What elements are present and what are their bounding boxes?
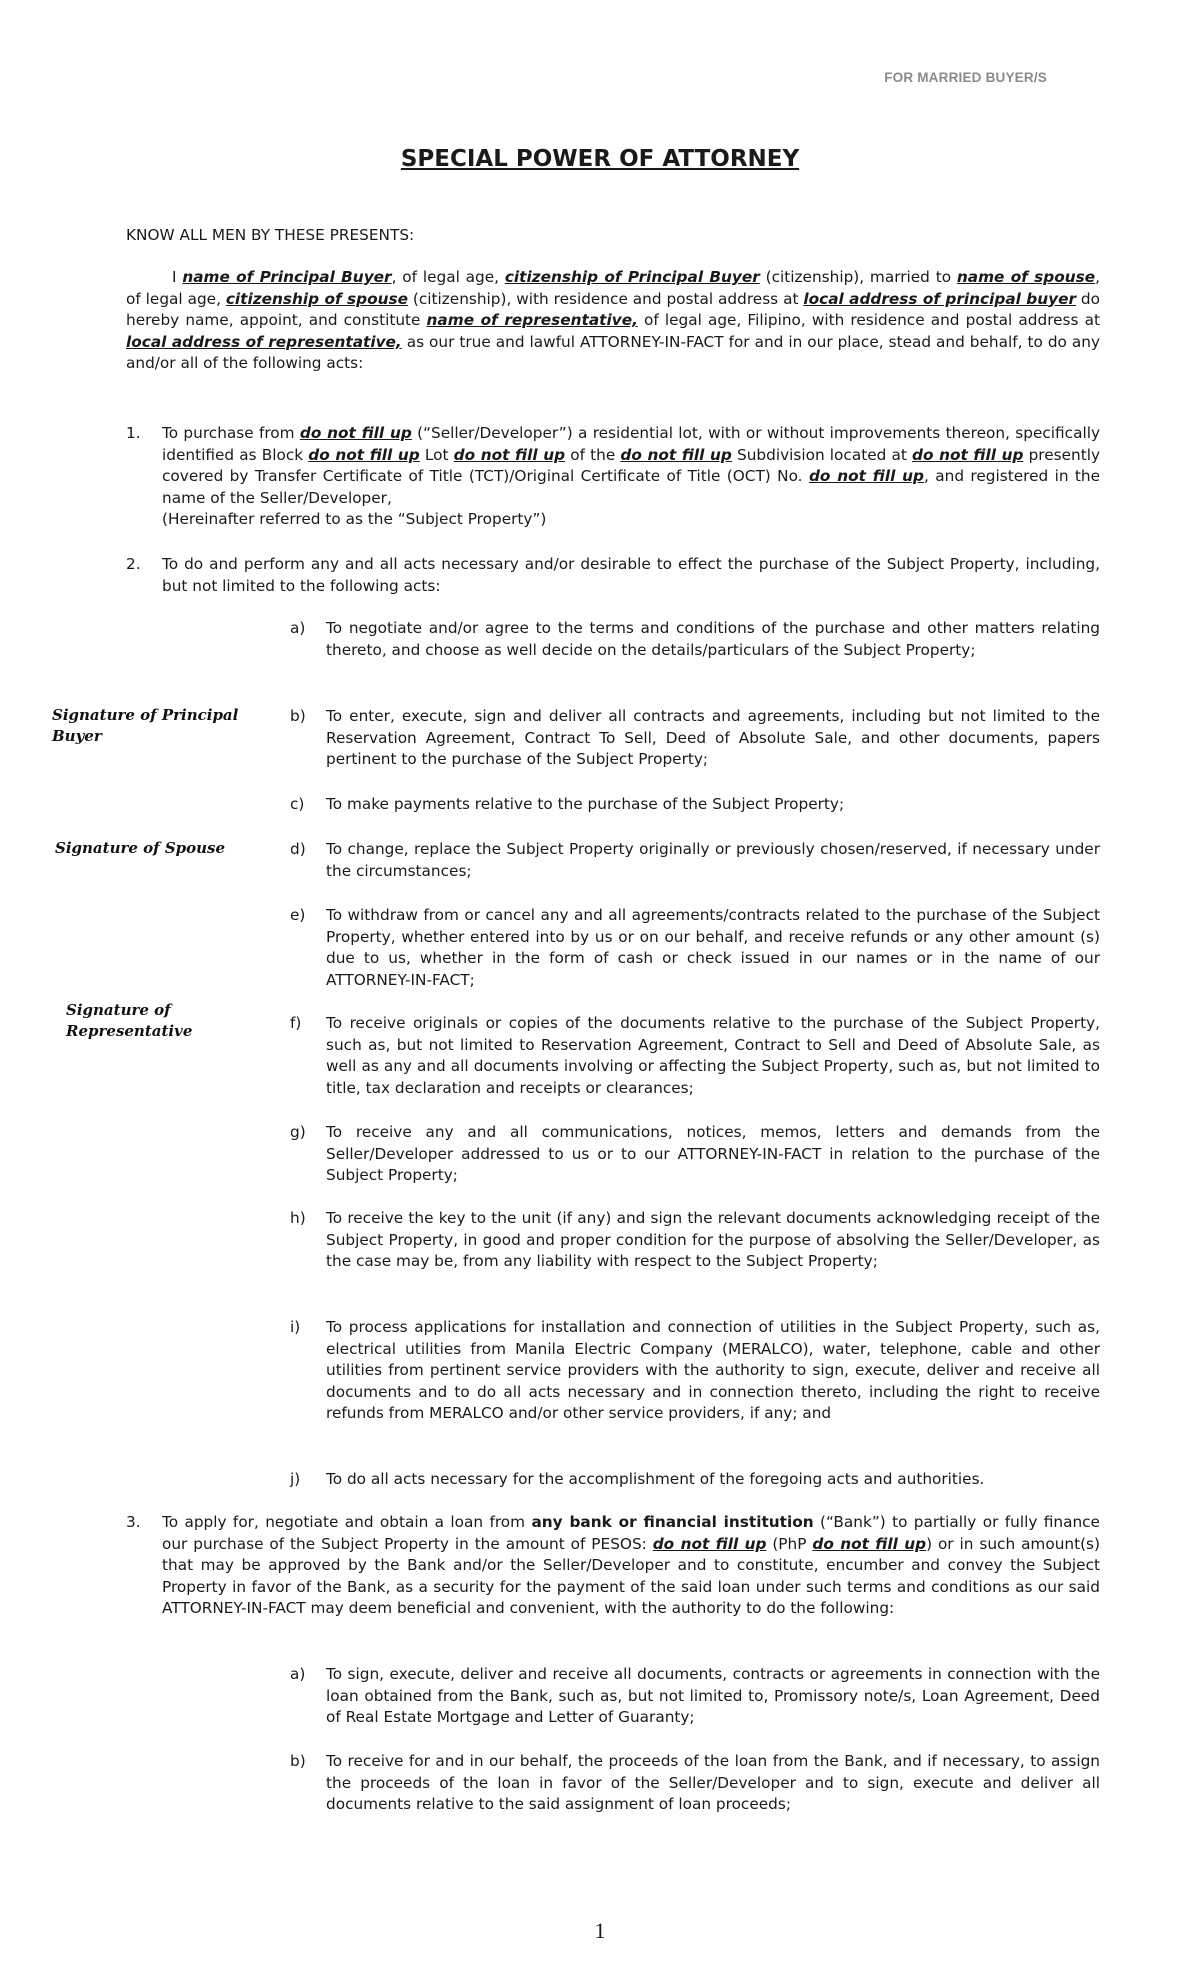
signature-spouse-label: Signature of Spouse — [55, 839, 226, 857]
clause-number: 1. — [126, 424, 141, 442]
clause-2-sub-a: a) To negotiate and/or agree to the terms and conditions of the purchase and other matters relating thereto, and choose as well decide on the details/particulars of the Subject Property; — [290, 619, 1100, 659]
clause-3-sub-b: b) To receive for and in our behalf, the proceeds of the loan from the Bank, and if necessary, to assign the proceeds of the loan in favor of the Seller/Developer and to sign, execute and deliver all documents relative to the said assignment of loan proceeds; — [290, 1752, 1100, 1813]
header-tag: FOR MARRIED BUYER/S — [884, 70, 1047, 85]
know-all-men-line: KNOW ALL MEN BY THESE PRESENTS: — [126, 226, 415, 244]
field-spouse-name: name of spouse — [956, 268, 1096, 286]
clause-1: 1. To purchase from do not fill up (“Seller/Developer”) a residential lot, with or without improvements thereon, specifically identified as Block do not fill up Lot do not fill up of the do not fill up Subdivision located at do not fill up presently covered by Transfer Certificate of Title (TCT)/Original Certificate of Title (OCT) No. do not fill up, and registered in the name of the Seller/Developer, (Hereinafter referred to as the “Subject Property”) — [126, 424, 1101, 528]
clause-2-sub-b: b) To enter, execute, sign and deliver all contracts and agreements, including but not limited to the Reservation Agreement, Contract To Sell, Deed of Absolute Sale, and other documents, papers pertinent to the purchase of the Subject Property; — [290, 707, 1100, 768]
field-block: do not fill up — [308, 445, 420, 464]
field-amount-words: do not fill up — [652, 1534, 767, 1553]
clause-2-sub-i: i) To process applications for installation and connection of utilities in the Subject Property, such as, electrical utilities from Manila Electric Company (MERALCO), water, telephone, cable and other utilities from pertinent service providers with the authority to sign, execute, deliver and receive all documents and to do all acts necessary and in connection thereto, including the right to receive refunds from MERALCO and/or other service providers, if any; and — [290, 1318, 1100, 1422]
field-amount-figures: do not fill up — [812, 1534, 927, 1553]
field-principal-address: local address of principal buyer — [803, 289, 1076, 308]
field-principal-name: name of Principal Buyer — [182, 268, 392, 286]
clause-2: 2. To do and perform any and all acts necessary and/or desirable to effect the purchase of the Subject Property, including, but not limited to the following acts: — [126, 555, 1100, 595]
page-number: 1 — [594, 1918, 606, 1943]
signature-representative-label: Signature of Representative — [66, 1001, 193, 1040]
field-location: do not fill up — [912, 445, 1024, 464]
field-subdivision: do not fill up — [620, 445, 732, 464]
field-seller: do not fill up — [299, 424, 412, 442]
field-lot: do not fill up — [453, 445, 566, 464]
clause-number: 2. — [126, 555, 141, 573]
field-bank: any bank or financial institution — [531, 1513, 814, 1531]
clause-2-sub-d: d) To change, replace the Subject Property originally or previously chosen/reserved, if necessary under the circumstances; — [290, 840, 1100, 880]
intro-paragraph: I name of Principal Buyer, of legal age, citizenship of Principal Buyer (citizenship), married to name of spouse, of legal age, citizenship of spouse (citizenship), with residence and postal address at local address of principal buyer do hereby name, appoint, and constitute name of representative, of legal age, Filipino, with residence and postal address at local address of representative, as our true and lawful ATTORNEY-IN-FACT for and in our place, stead and behalf, to do any and/or all of the following acts: — [126, 268, 1100, 372]
clause-2-sub-h: h) To receive the key to the unit (if any) and sign the relevant documents acknowledging receipt of the Subject Property, in good and proper condition for the purpose of absolving the Seller/Developer, as the case may be, from any liability with respect to the Subject Property; — [290, 1209, 1100, 1270]
clause-3-sub-a: a) To sign, execute, deliver and receive all documents, contracts or agreements in connection with the loan obtained from the Bank, such as, but not limited to, Promissory note/s, Loan Agreement, Deed of Real Estate Mortgage and Letter of Guaranty; — [290, 1665, 1100, 1726]
clause-2-sub-j: j) To do all acts necessary for the accomplishment of the foregoing acts and authorities. — [290, 1470, 985, 1488]
clause-3: 3. To apply for, negotiate and obtain a loan from any bank or financial institution (“Bank”) to partially or fully finance our purchase of the Subject Property in the amount of PESOS: do not fill up (PhP do not fill up) or in such amount(s) that may be approved by the Bank and/or the Seller/Developer and to constitute, encumber and convey the Subject Property in favor of the Bank, as a security for the payment of the said loan under such terms and conditions as our said ATTORNEY-IN-FACT may deem beneficial and convenient, with the authority to do the following: — [126, 1513, 1100, 1617]
field-title-number: do not fill up — [808, 467, 925, 485]
signature-principal-label: Signature of Principal Buyer — [52, 706, 239, 745]
clause-2-sub-g: g) To receive any and all communications, notices, memos, letters and demands from the Seller/Developer addressed to us or to our ATTORNEY-IN-FACT in relation to the purchase of the Subject Property; — [290, 1123, 1100, 1184]
field-principal-citizenship: citizenship of Principal Buyer — [504, 268, 760, 286]
field-spouse-citizenship: citizenship of spouse — [225, 289, 408, 308]
document-title: SPECIAL POWER OF ATTORNEY — [400, 146, 800, 172]
clause-2-sub-e: e) To withdraw from or cancel any and all agreements/contracts related to the purchase of the Subject Property, whether entered into by us or on our behalf, and receive refunds or any other amount (s) due to us, whether in the form of cash or check issued in our names or in the name of our ATTORNEY-IN-FACT; — [290, 906, 1100, 989]
clause-2-sub-f: f) To receive originals or copies of the documents relative to the purchase of the Subject Property, such as, but not limited to Reservation Agreement, Contract to Sell and Deed of Absolute Sale, as well as any and all documents involving or affecting the Subject Property, such as, but not limited to title, tax declaration and receipts or clearances; — [290, 1014, 1100, 1097]
clause-number: 3. — [126, 1513, 141, 1531]
clause-2-sub-c: c) To make payments relative to the purchase of the Subject Property; — [290, 795, 845, 813]
field-representative-name: name of representative, — [426, 311, 638, 329]
field-representative-address: local address of representative, — [126, 332, 402, 351]
